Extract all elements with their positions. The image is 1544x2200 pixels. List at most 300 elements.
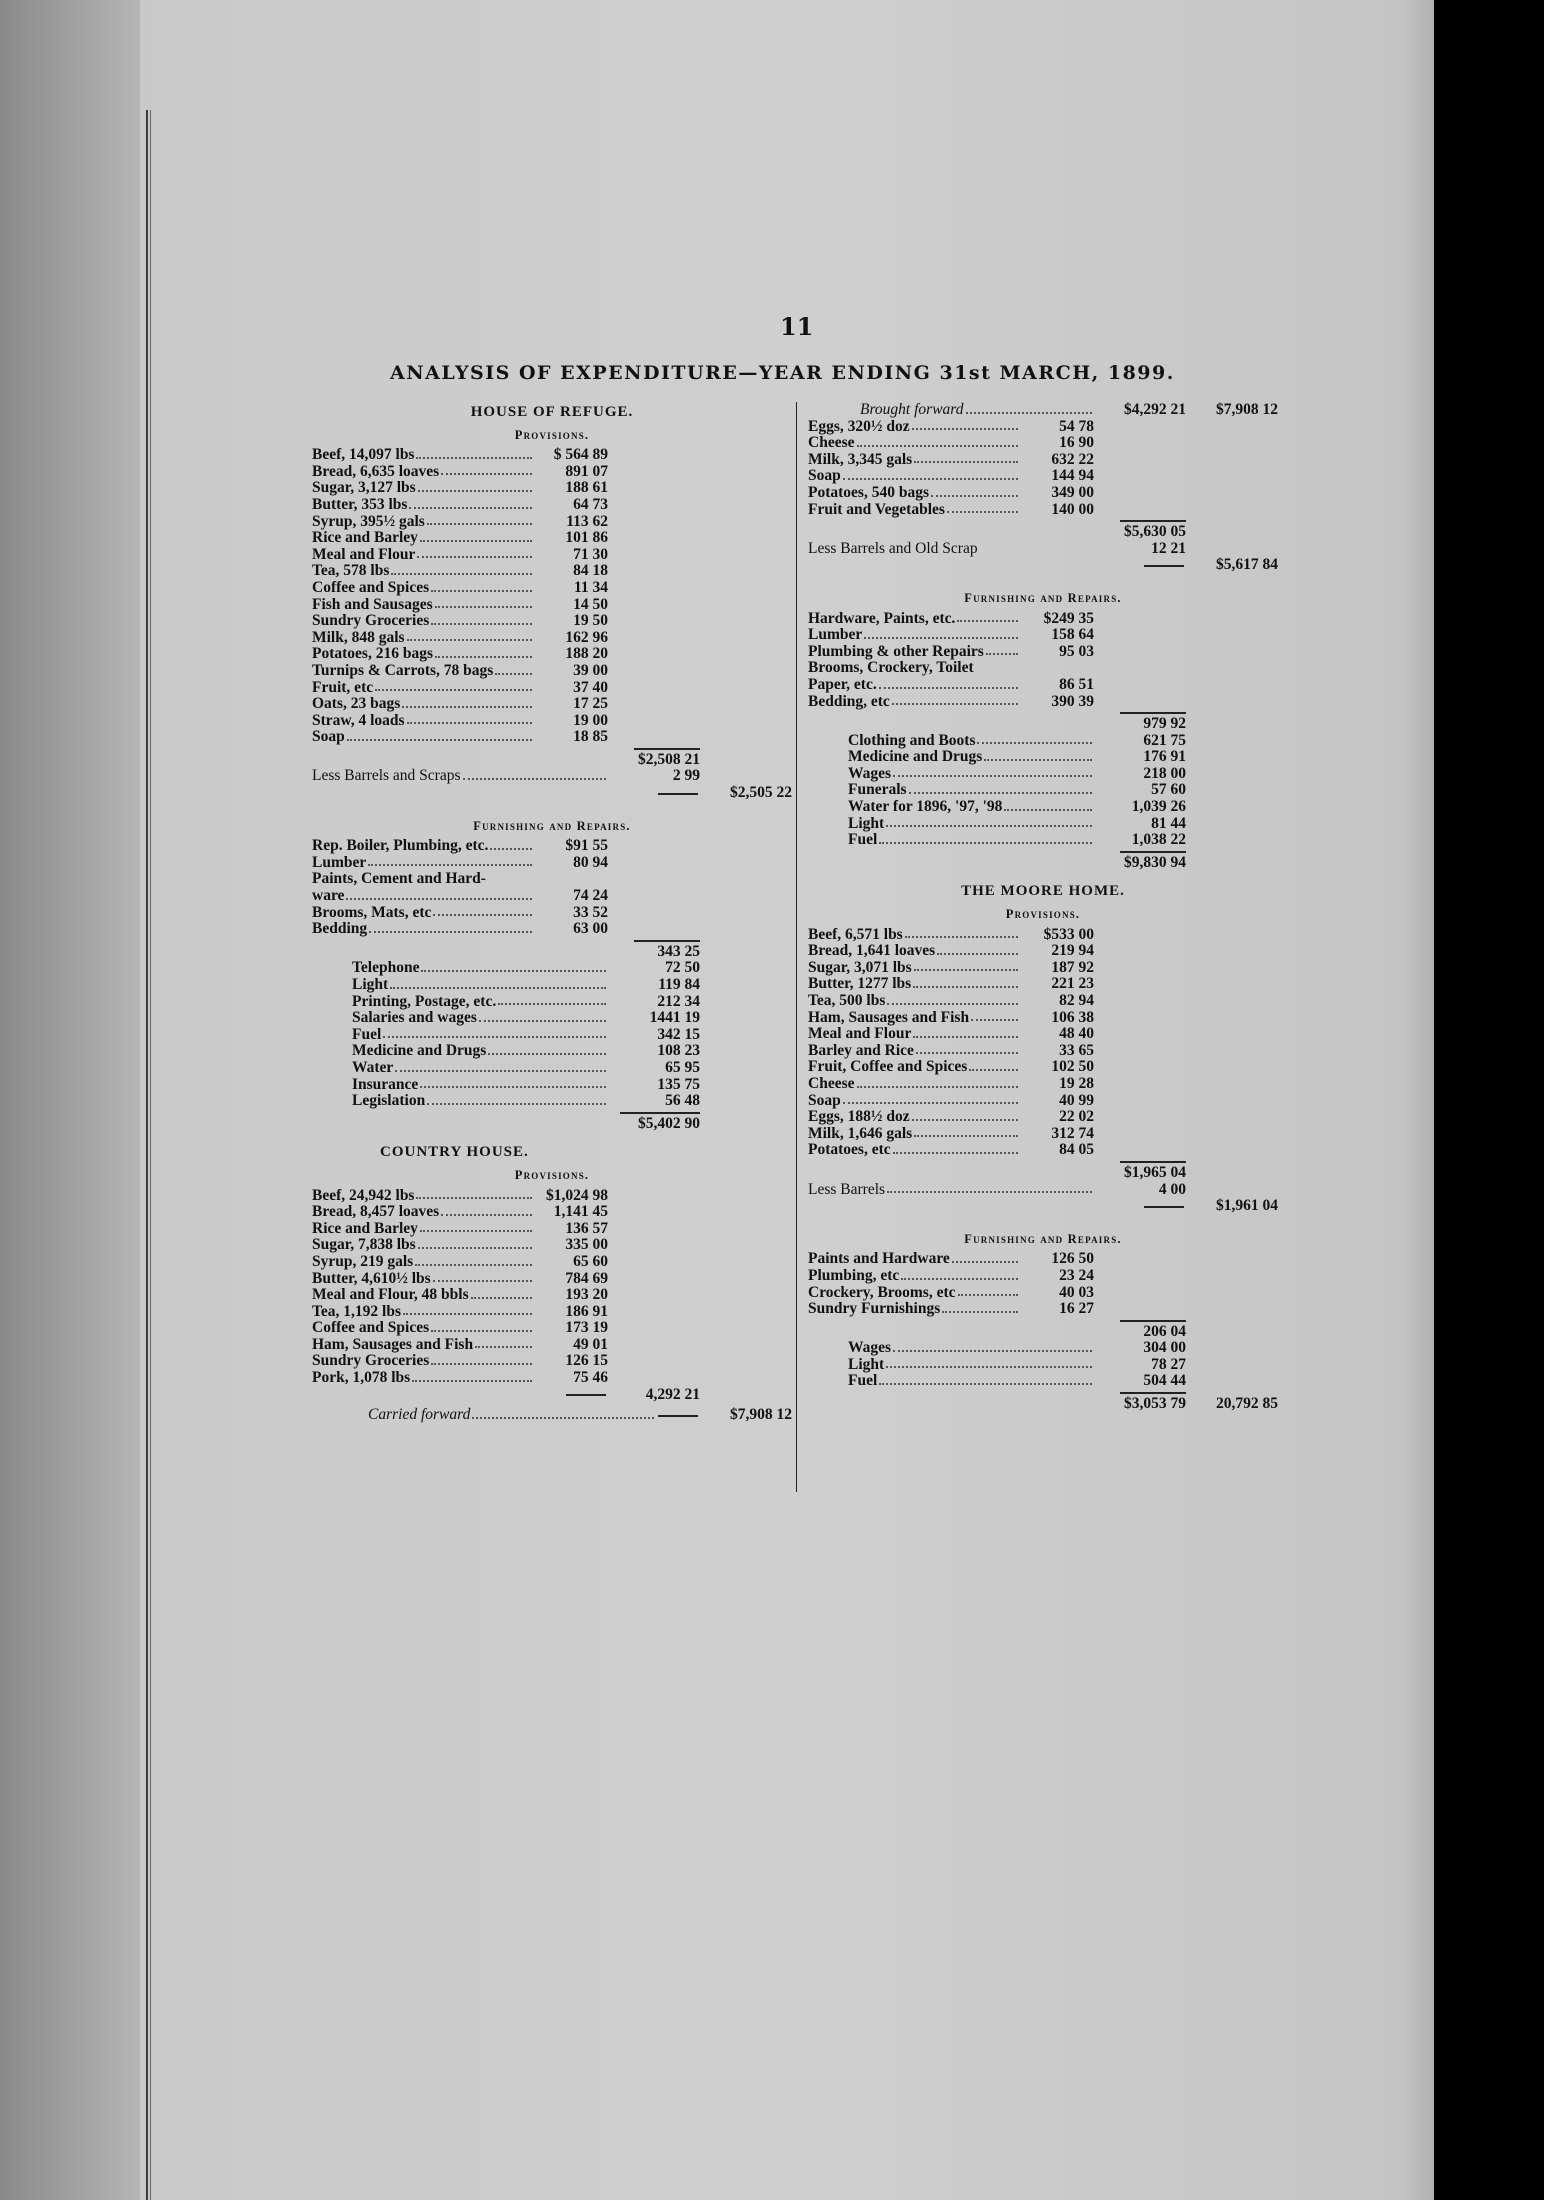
item-label: Lumber [808, 626, 863, 644]
list-item [808, 1126, 1278, 1143]
item-amount: 119 84 [658, 976, 700, 993]
list-item [312, 1060, 792, 1077]
grand-total-row [808, 1396, 1278, 1413]
item-amount: 144 94 [1051, 467, 1094, 485]
item-label: Legislation [352, 1092, 426, 1110]
item-amount: 193 20 [565, 1286, 608, 1304]
item-label: Syrup, 395½ gals [312, 512, 425, 530]
item-label: Medicine and Drugs [848, 748, 983, 766]
item-amount: 106 38 [1051, 1008, 1094, 1026]
list-item [808, 1109, 1278, 1126]
list-item [808, 1251, 1278, 1268]
item-label: Sugar, 3,071 lbs [808, 958, 912, 976]
item-amount: 81 44 [1151, 814, 1186, 832]
item-label: Paints and Hardware [808, 1250, 950, 1268]
item-amount: 312 74 [1051, 1124, 1094, 1142]
brought-forward-label: Brought forward [860, 401, 964, 418]
item-amount: $1,024 98 [546, 1186, 608, 1204]
item-label: Rice and Barley [312, 1219, 418, 1237]
furnishing-total: 343 25 [657, 942, 700, 960]
item-label: Plumbing & other Repairs [808, 642, 984, 660]
item-label: Bread, 8,457 loaves [312, 1203, 440, 1221]
list-item [312, 1188, 792, 1205]
item-amount: 218 00 [1143, 764, 1186, 782]
list-item [808, 1010, 1278, 1027]
furnishing-total-row [312, 944, 792, 961]
list-item [808, 1026, 1278, 1043]
page-number: 11 [780, 312, 814, 341]
list-item [312, 1093, 792, 1110]
right-column [808, 402, 1278, 1413]
item-label: Funerals [848, 781, 907, 799]
list-item [312, 871, 792, 888]
list-item [312, 530, 792, 547]
country-total-row [808, 855, 1278, 872]
item-label: Fuel [848, 831, 878, 849]
item-amount: 33 65 [1059, 1041, 1094, 1059]
item-amount: 162 96 [565, 628, 608, 646]
list-item [808, 1043, 1278, 1060]
list-item [312, 1043, 792, 1060]
item-amount: 621 75 [1143, 731, 1186, 749]
item-amount: 80 94 [573, 853, 608, 871]
moore-home-title: THE MOORE HOME. [961, 883, 1125, 900]
list-item [808, 1340, 1278, 1357]
less-scrap-row [808, 541, 1278, 558]
list-item [808, 832, 1278, 849]
item-amount: 75 46 [573, 1369, 608, 1387]
right-furnishing-total-row [808, 716, 1278, 733]
country-subtotal-row [312, 1387, 792, 1404]
item-amount: 72 50 [665, 959, 700, 977]
item-label: Telephone [352, 959, 420, 977]
gutter-line [146, 110, 148, 2200]
brought-forward-row [808, 402, 1278, 419]
moore-provisions-total: $1,961 04 [1216, 1197, 1278, 1215]
item-amount: 176 91 [1143, 748, 1186, 766]
item-label: Plumbing, etc [808, 1266, 900, 1284]
list-item [808, 960, 1278, 977]
moore-provisions-title: Provisions. [1005, 907, 1081, 922]
list-item [312, 680, 792, 697]
list-item [312, 921, 792, 938]
moore-less-amount: 4 00 [1158, 1180, 1186, 1198]
country-total: $9,830 94 [1124, 853, 1186, 871]
item-label: Butter, 353 lbs [312, 495, 408, 513]
left-column [312, 402, 792, 1424]
item-amount: 40 99 [1059, 1091, 1094, 1109]
house-provisions-list [312, 447, 792, 746]
item-label: Meal and Flour, 48 bbls [312, 1286, 469, 1304]
item-label: Straw, 4 loads [312, 711, 405, 729]
list-item [808, 419, 1278, 436]
item-label: Medicine and Drugs [352, 1042, 487, 1060]
list-item [312, 713, 792, 730]
list-item [312, 1370, 792, 1387]
moore-furnishing-list [808, 1251, 1278, 1317]
list-item [808, 660, 1278, 677]
list-item [808, 799, 1278, 816]
list-item [312, 977, 792, 994]
item-amount: 784 69 [565, 1269, 608, 1287]
item-label: Potatoes, 540 bags [808, 483, 929, 501]
less-barrels-amount: 2 99 [672, 767, 700, 785]
list-item [312, 1027, 792, 1044]
item-label: Eggs, 188½ doz [808, 1108, 910, 1126]
item-amount: 304 00 [1143, 1339, 1186, 1357]
item-amount: 64 73 [573, 495, 608, 513]
item-label: Coffee and Spices [312, 1319, 430, 1337]
item-label: Fruit, etc [312, 678, 374, 696]
item-label: Paints, Cement and Hard- [312, 870, 486, 888]
item-amount: 19 28 [1059, 1074, 1094, 1092]
house-of-refuge-title: HOUSE OF REFUGE. [470, 404, 634, 420]
item-label: Light [848, 814, 885, 832]
list-item [312, 960, 792, 977]
list-item [312, 514, 792, 531]
item-label: Rice and Barley [312, 529, 418, 547]
item-amount: 113 62 [566, 512, 608, 530]
list-item [312, 464, 792, 481]
item-label: Brooms, Mats, etc [312, 903, 432, 921]
list-item [312, 1221, 792, 1238]
item-amount: 86 51 [1059, 675, 1094, 693]
item-label: Lumber [312, 853, 367, 871]
list-item [808, 943, 1278, 960]
item-amount: 22 02 [1059, 1108, 1094, 1126]
item-amount: 188 20 [565, 645, 608, 663]
house-other-list [312, 960, 792, 1109]
item-amount: 48 40 [1059, 1025, 1094, 1043]
item-label: Tea, 500 lbs [808, 992, 886, 1009]
list-item [808, 1357, 1278, 1374]
carried-forward-row [312, 1407, 792, 1424]
item-label: Hardware, Paints, etc. [808, 609, 956, 627]
item-amount: 108 23 [657, 1042, 700, 1060]
item-label: Turnips & Carrots, 78 bags [312, 661, 494, 679]
item-label: Meal and Flour [808, 1025, 912, 1043]
list-item [312, 497, 792, 514]
item-amount: 57 60 [1151, 781, 1186, 799]
item-label: Bedding, etc [808, 692, 890, 710]
item-label: Printing, Postage, etc. [352, 992, 497, 1010]
item-amount: 18 85 [573, 728, 608, 746]
list-item [312, 547, 792, 564]
item-label: Salaries and wages [352, 1009, 477, 1027]
item-label: Bread, 6,635 loaves [312, 462, 440, 480]
provisions-total-row [312, 785, 792, 802]
list-item [312, 1204, 792, 1221]
list-item [808, 733, 1278, 750]
item-label: Beef, 6,571 lbs [808, 925, 903, 943]
item-amount: 40 03 [1059, 1283, 1094, 1301]
item-label: Rep. Boiler, Plumbing, etc. [312, 837, 489, 855]
list-item [312, 580, 792, 597]
item-label: Soap [312, 728, 345, 746]
item-amount: 219 94 [1051, 942, 1094, 960]
list-item [808, 1285, 1278, 1302]
item-amount: 14 50 [573, 595, 608, 613]
list-item [312, 1271, 792, 1288]
item-amount: 135 75 [657, 1075, 700, 1093]
item-label: Crockery, Brooms, etc [808, 1283, 956, 1301]
moore-furnishing-total-row [808, 1324, 1278, 1341]
list-item [808, 976, 1278, 993]
item-amount: 186 91 [565, 1302, 608, 1320]
item-amount: $249 35 [1043, 609, 1094, 627]
less-barrels-row [312, 768, 792, 785]
item-amount: 504 44 [1143, 1372, 1186, 1390]
item-label: Milk, 1,646 gals [808, 1124, 913, 1142]
list-item [808, 644, 1278, 661]
country-subtotal: 4,292 21 [645, 1385, 700, 1403]
items-subtotal-row [808, 524, 1278, 541]
item-amount: $91 55 [565, 837, 608, 855]
item-amount: 23 24 [1059, 1266, 1094, 1284]
country-provisions-list [312, 1188, 792, 1387]
item-label: Water [352, 1058, 394, 1076]
item-amount: 33 52 [573, 903, 608, 921]
list-item [808, 611, 1278, 628]
list-item [808, 1301, 1278, 1318]
list-item [808, 927, 1278, 944]
item-label: Potatoes, 216 bags [312, 645, 433, 663]
item-amount: 390 39 [1051, 692, 1094, 710]
list-item [808, 468, 1278, 485]
item-amount: 173 19 [565, 1319, 608, 1337]
moore-less-row [808, 1182, 1278, 1199]
list-item [808, 749, 1278, 766]
item-amount: 17 25 [573, 695, 608, 713]
item-label: Sugar, 3,127 lbs [312, 479, 416, 497]
item-amount: 101 86 [565, 529, 608, 547]
item-amount: 56 48 [665, 1092, 700, 1110]
list-item [808, 1142, 1278, 1159]
item-amount: $533 00 [1043, 925, 1094, 943]
less-barrels-label: Less Barrels and Scraps [312, 767, 461, 785]
gutter-line-2 [150, 110, 151, 2200]
list-item [312, 838, 792, 855]
item-label: Fruit, Coffee and Spices [808, 1058, 968, 1076]
item-amount: 1441 19 [649, 1009, 700, 1027]
item-amount: 84 18 [573, 562, 608, 580]
list-item [312, 447, 792, 464]
list-item [808, 993, 1278, 1010]
list-item [808, 502, 1278, 519]
item-amount: 82 94 [1059, 992, 1094, 1009]
item-amount: 78 27 [1151, 1355, 1186, 1373]
item-amount: 71 30 [573, 545, 608, 563]
list-item [312, 905, 792, 922]
list-item [312, 729, 792, 746]
item-label: Tea, 1,192 lbs [312, 1302, 402, 1320]
list-item [808, 1059, 1278, 1076]
list-item [808, 627, 1278, 644]
moore-subtotal: $1,965 04 [1124, 1163, 1186, 1181]
item-amount: 158 64 [1051, 626, 1094, 644]
list-item [312, 1287, 792, 1304]
right-furnishing-title: Furnishing and Repairs. [964, 590, 1122, 605]
item-amount: 221 23 [1051, 975, 1094, 993]
item-label: Bedding [312, 920, 368, 938]
item-amount: 632 22 [1051, 450, 1094, 468]
item-amount: 54 78 [1059, 417, 1094, 435]
country-other-list [808, 733, 1278, 849]
item-label: Bread, 1,641 loaves [808, 942, 936, 960]
item-label: Soap [808, 1091, 841, 1109]
item-amount: 188 61 [565, 479, 608, 497]
moore-provisions-total-row [808, 1198, 1278, 1215]
list-item [312, 1353, 792, 1370]
item-amount: 37 40 [573, 678, 608, 696]
right-furnishing-total: 979 92 [1143, 715, 1186, 733]
provisions-subtotal-row [312, 752, 792, 769]
moore-furnishing-title: Furnishing and Repairs. [964, 1231, 1122, 1246]
item-label: Soap [808, 467, 841, 485]
item-amount: 335 00 [565, 1236, 608, 1254]
country-provisions-title: Provisions. [514, 1167, 590, 1182]
item-amount: 891 07 [565, 462, 608, 480]
item-label: Ham, Sausages and Fish [808, 1008, 970, 1026]
list-item [808, 435, 1278, 452]
moore-provisions-list [808, 927, 1278, 1159]
list-item [312, 663, 792, 680]
item-label: Insurance [352, 1075, 419, 1093]
list-item [808, 485, 1278, 502]
list-item [312, 1010, 792, 1027]
country-house-title: COUNTRY HOUSE. [380, 1144, 529, 1161]
list-item [312, 480, 792, 497]
item-amount: 1,141 45 [553, 1203, 608, 1221]
item-amount: $ 564 89 [553, 446, 608, 464]
item-label: ware [312, 887, 345, 905]
list-item [808, 1093, 1278, 1110]
item-label: Cheese [808, 434, 855, 452]
item-label: Beef, 14,097 lbs [312, 446, 415, 464]
item-label: Clothing and Boots [848, 731, 976, 749]
item-label: Brooms, Crockery, Toilet [808, 659, 974, 677]
house-total: $5,402 90 [638, 1114, 700, 1132]
list-item [312, 1237, 792, 1254]
item-label: Sundry Furnishings [808, 1300, 941, 1318]
item-label: Butter, 4,610½ lbs [312, 1269, 431, 1287]
item-amount: 140 00 [1051, 500, 1094, 518]
item-label: Sundry Groceries [312, 1352, 430, 1370]
item-label: Pork, 1,078 lbs [312, 1369, 411, 1387]
list-item [312, 1304, 792, 1321]
item-amount: 19 00 [573, 711, 608, 729]
column-divider [796, 402, 797, 1492]
carried-forward-amount: $7,908 12 [730, 1406, 792, 1424]
less-scrap-label: Less Barrels and Old Scrap [808, 539, 978, 557]
list-item [312, 1077, 792, 1094]
item-label: Sundry Groceries [312, 612, 430, 630]
item-amount: 65 95 [665, 1058, 700, 1076]
items-total-row [808, 557, 1278, 574]
list-item [808, 1076, 1278, 1093]
item-amount: 102 50 [1051, 1058, 1094, 1076]
item-amount [534, 871, 608, 888]
less-scrap-amount: 12 21 [1151, 539, 1186, 557]
item-amount: 95 03 [1059, 642, 1094, 660]
list-item [808, 452, 1278, 469]
item-amount: 65 60 [573, 1252, 608, 1270]
list-item [312, 1254, 792, 1271]
item-amount: 187 92 [1051, 958, 1094, 976]
list-item [312, 1320, 792, 1337]
item-label: Beef, 24,942 lbs [312, 1186, 415, 1204]
item-amount: 11 34 [573, 578, 608, 596]
list-item [312, 613, 792, 630]
item-label: Fruit and Vegetables [808, 500, 945, 518]
item-amount: 16 27 [1059, 1300, 1094, 1318]
list-item [808, 782, 1278, 799]
item-label: Cheese [808, 1074, 855, 1092]
item-label: Fish and Sausages [312, 595, 433, 613]
item-amount: 1,039 26 [1131, 798, 1186, 816]
item-amount: 19 50 [573, 612, 608, 630]
item-label: Barley and Rice [808, 1041, 914, 1059]
items-total: $5,617 84 [1216, 556, 1278, 574]
item-label: Coffee and Spices [312, 578, 430, 596]
item-label: Milk, 848 gals [312, 628, 405, 646]
house-furnishing-list [312, 838, 792, 938]
country-furnishing-list [808, 611, 1278, 711]
item-label: Tea, 578 lbs [312, 562, 390, 580]
item-amount: 84 05 [1059, 1141, 1094, 1159]
item-label: Wages [848, 764, 892, 782]
item-amount: 126 50 [1051, 1250, 1094, 1268]
item-label: Potatoes, etc [808, 1141, 891, 1159]
furnishing-title: Furnishing and Repairs. [473, 818, 631, 833]
item-label: Oats, 23 bags [312, 695, 401, 713]
item-amount: 342 15 [657, 1025, 700, 1043]
item-label: Sugar, 7,838 lbs [312, 1236, 416, 1254]
list-item [808, 677, 1278, 694]
item-amount: 49 01 [573, 1335, 608, 1353]
provisions-title: Provisions. [514, 427, 590, 442]
moore-total: $3,053 79 [1124, 1395, 1186, 1413]
list-item [312, 630, 792, 647]
brought-forward-amount: $4,292 21 [1124, 401, 1186, 418]
item-label: Fuel [848, 1372, 878, 1390]
item-label: Fuel [352, 1025, 382, 1043]
item-label: Paper, etc. [808, 675, 877, 693]
list-item [312, 597, 792, 614]
item-label: Milk, 3,345 gals [808, 450, 913, 468]
item-amount [1020, 660, 1094, 677]
list-item [312, 855, 792, 872]
page-title: ANALYSIS OF EXPENDITURE—YEAR ENDING 31st MARCH, 1899. [390, 362, 1175, 384]
list-item [312, 646, 792, 663]
item-label: Ham, Sausages and Fish [312, 1335, 474, 1353]
list-item [808, 766, 1278, 783]
list-item [312, 563, 792, 580]
list-item [312, 1337, 792, 1354]
item-amount: 349 00 [1051, 483, 1094, 501]
moore-less-label: Less Barrels [808, 1180, 886, 1198]
facing-page-edge [0, 0, 140, 2200]
country-continued-list [808, 419, 1278, 519]
item-label: Meal and Flour [312, 545, 416, 563]
item-label: Eggs, 320½ doz [808, 417, 910, 435]
item-amount: 136 57 [565, 1219, 608, 1237]
list-item [808, 694, 1278, 711]
list-item [312, 994, 792, 1011]
item-amount: 1,038 22 [1131, 831, 1186, 849]
list-item [808, 1268, 1278, 1285]
brought-forward-total: $7,908 12 [1216, 401, 1278, 418]
